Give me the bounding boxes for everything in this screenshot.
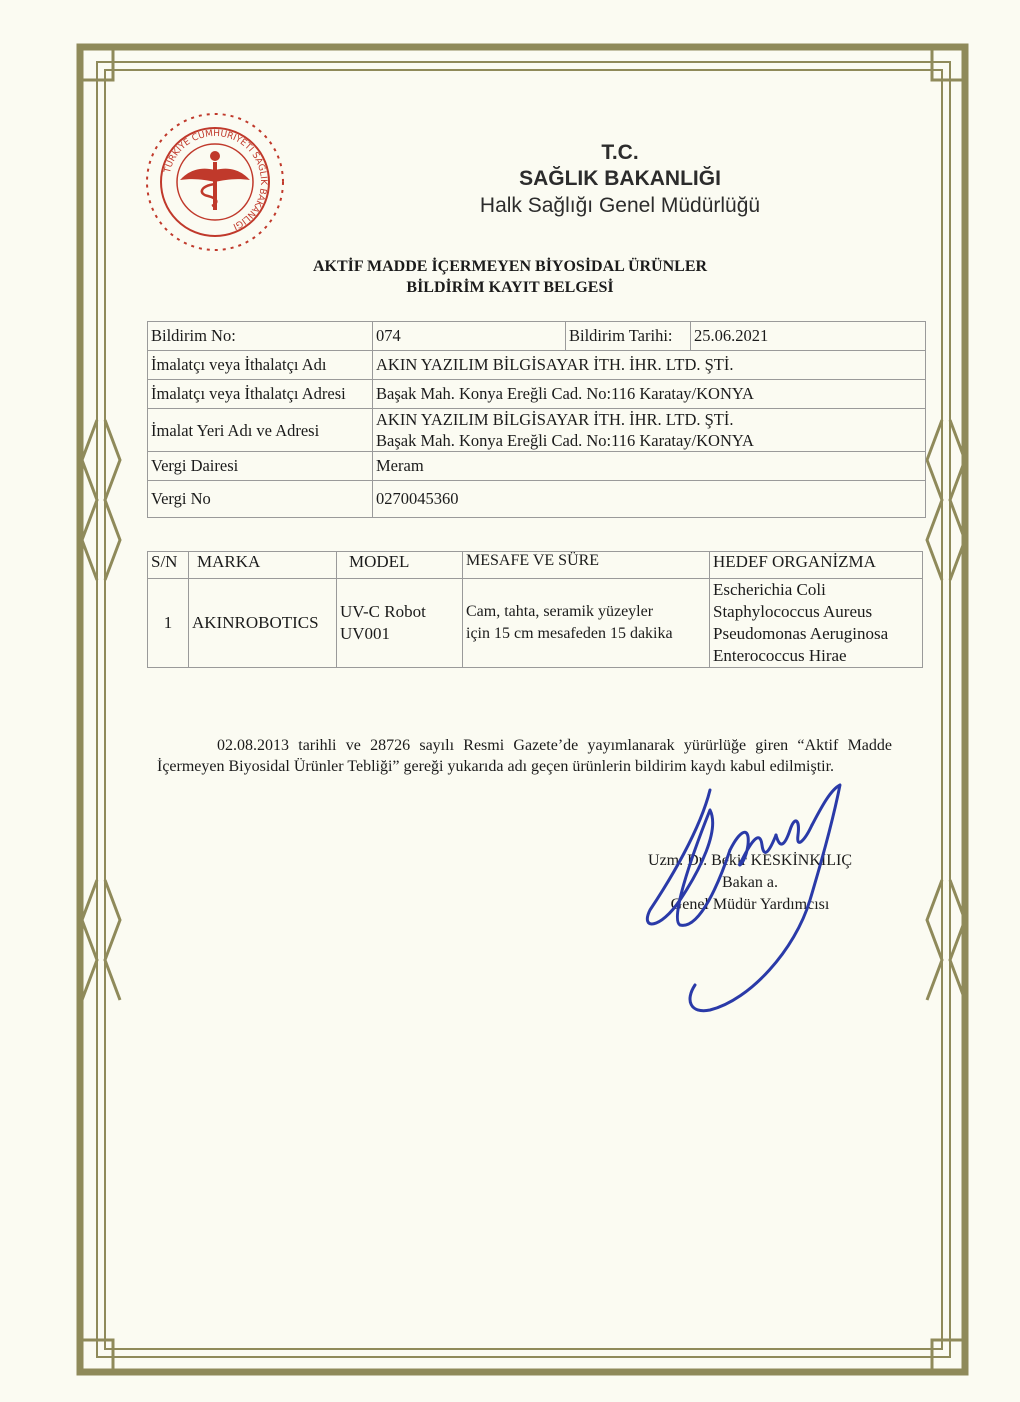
col-header-target: HEDEF ORGANİZMA (710, 552, 923, 579)
signer-name: Uzm. Dr. Bekir KESKİNKILIÇ (648, 852, 852, 869)
tax-office-label: Vergi Dairesi (148, 452, 373, 481)
registration-statement: 02.08.2013 tarihli ve 28726 sayılı Resmi Gazete’de yayımlanarak yürürlüğe giren “Aktif Madde İçermeyen Biyosidal Ürünler Tebliği” gereği yukarıda adı geçen ürünlerin bildirim kaydı kabul edilmiştir. (157, 737, 892, 775)
production-site-address: Başak Mah. Konya Ereğli Cad. No:116 Karatay/KONYA (376, 431, 754, 450)
production-site-name: AKIN YAZILIM BİLGİSAYAR İTH. İHR. LTD. ŞTİ. (376, 410, 734, 429)
document-title-line1: AKTİF MADDE İÇERMEYEN BİYOSİDAL ÜRÜNLER (312, 258, 708, 275)
notification-no-label: Bildirim No: (148, 322, 373, 351)
header-ministry: SAĞLIK BAKANLIĞI (519, 167, 721, 190)
production-site-value (373, 409, 926, 452)
signer-role2: Genel Müdür Yardımcısı (670, 896, 830, 913)
cell-target-line1: Escherichia Coli (713, 580, 826, 599)
notification-date-value: 25.06.2021 (691, 322, 926, 351)
notification-info-table (147, 321, 926, 518)
tax-no-label: Vergi No (148, 481, 373, 518)
manufacturer-address-label: İmalatçı veya İthalatçı Adresi (148, 380, 373, 409)
manufacturer-name-value: AKIN YAZILIM BİLGİSAYAR İTH. İHR. LTD. ŞTİ. (373, 351, 926, 380)
document-title-line2: BİLDİRİM KAYIT BELGESİ (406, 279, 614, 296)
cell-usage (463, 579, 710, 668)
cell-model-line2: UV001 (340, 624, 391, 643)
header-directorate: Halk Sağlığı Genel Müdürlüğü (479, 194, 761, 217)
cell-sn: 1 (148, 579, 189, 668)
manufacturer-address-value: Başak Mah. Konya Ereğli Cad. No:116 Karatay/KONYA (373, 380, 926, 409)
signer-role1: Bakan a. (722, 874, 778, 891)
seal-ring-text: TÜRKİYE CUMHURİYETİ SAĞLIK BAKANLIĞI (162, 128, 269, 231)
ministry-header (420, 140, 820, 220)
notification-no-value: 074 (373, 322, 566, 351)
cell-usage-line2: için 15 cm mesafeden 15 dakika (466, 625, 673, 642)
col-header-sn: S/N (148, 552, 189, 579)
handwritten-signature (630, 770, 870, 1030)
col-header-usage: MESAFE VE SÜRE (463, 552, 710, 579)
production-site-label: İmalat Yeri Adı ve Adresi (148, 409, 373, 452)
cell-target-line4: Enterococcus Hirae (713, 646, 847, 665)
cell-target-line2: Staphylococcus Aureus (713, 602, 873, 621)
product-table (147, 551, 923, 668)
tax-office-value: Meram (373, 452, 926, 481)
cell-target (710, 579, 923, 668)
cell-model-line1: UV-C Robot (340, 602, 426, 621)
cell-brand: AKINROBOTICS (189, 579, 337, 668)
cell-model (337, 579, 463, 668)
document-title (200, 256, 820, 298)
notification-date-label: Bildirim Tarihi: (566, 322, 691, 351)
table-row (148, 579, 923, 668)
manufacturer-name-label: İmalatçı veya İthalatçı Adı (148, 351, 373, 380)
col-header-brand: MARKA (189, 552, 337, 579)
col-header-model: MODEL (337, 552, 463, 579)
cell-target-line3: Pseudomonas Aeruginosa (713, 624, 889, 643)
tax-no-value: 0270045360 (373, 481, 926, 518)
header-tc: T.C. (601, 141, 639, 164)
cell-usage-line1: Cam, tahta, seramik yüzeyler (466, 603, 654, 620)
ministry-seal-logo (140, 110, 290, 255)
